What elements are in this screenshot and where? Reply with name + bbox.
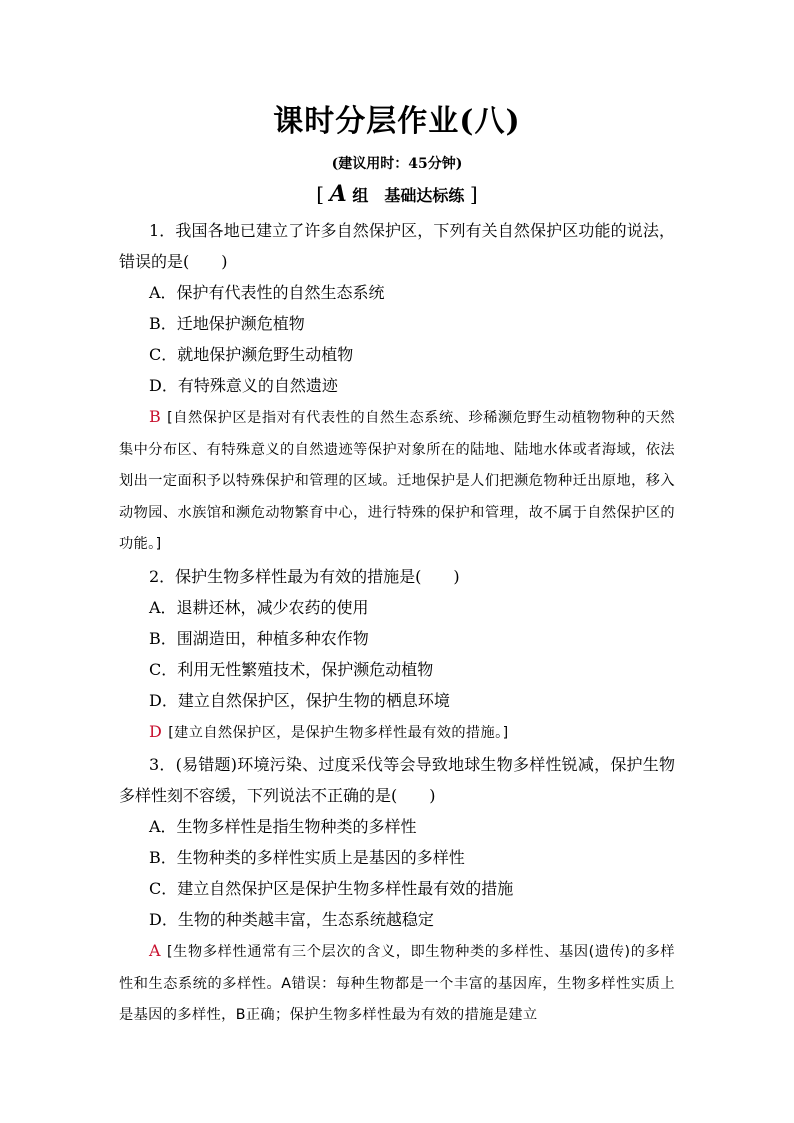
question-2-option-d: D．建立自然保护区，保护生物的栖息环境 xyxy=(149,690,450,710)
answer-explanation: [建立自然保护区，是保护生物多样性最有效的措施。] xyxy=(168,724,509,741)
question-2-option-c: C．利用无性繁殖技术，保护濒危动植物 xyxy=(149,659,434,679)
question-3-option-d: D．生物的种类越丰富，生态系统越稳定 xyxy=(149,910,434,929)
question-2-option-b: B．围湖造田，种植多种农作物 xyxy=(149,628,369,648)
answer-explanation: [生物多样性通常有三个层次的含义，即生物种类的多样性、基因(遗传)的多样性和生态系统的多样性。A错误：每种生物都是一个丰富的基因库，生物多样性实质上是基因的多样性，B正确；保护生物多样性最为有效的措施是建立 xyxy=(119,944,675,1023)
question-1-option-d: D．有特殊意义的自然遗迹 xyxy=(149,376,338,395)
answer-letter: D xyxy=(149,721,163,741)
question-3-option-c: C．建立自然保护区是保护生物多样性最有效的措施 xyxy=(149,879,514,898)
group-heading xyxy=(0,181,794,207)
question-1-stem: 1．我国各地已建立了许多自然保护区，下列有关自然保护区功能的说法，错误的是( ) xyxy=(119,221,675,271)
group-bracket-open: [ xyxy=(316,182,325,206)
question-1-answer xyxy=(119,401,675,561)
question-list xyxy=(119,215,675,1032)
page-title: 课时分层作业(八) xyxy=(273,104,521,139)
group-label: 组 基础达标练 xyxy=(352,186,465,205)
question-2-answer xyxy=(119,716,675,750)
question-3-option-b: B．生物种类的多样性实质上是基因的多样性 xyxy=(149,848,465,867)
question-2-option-a: A．退耕还林，减少农药的使用 xyxy=(149,597,369,617)
question-1-option-a: A．保护有代表性的自然生态系统 xyxy=(149,283,385,302)
question-1-option-c: C．就地保护濒危野生动植物 xyxy=(149,345,354,364)
question-1-option-b: B．迁地保护濒危植物 xyxy=(149,314,305,333)
question-3-stem: 3．(易错题)环境污染、过度采伐等会导致地球生物多样性锐减，保护生物多样性刻不容缓，下列说法不正确的是( ) xyxy=(119,755,675,805)
question-2-stem: 2．保护生物多样性最为有效的措施是( ) xyxy=(149,566,460,586)
group-bracket-close: ] xyxy=(469,182,478,206)
answer-explanation: [自然保护区是指对有代表性的自然生态系统、珍稀濒危野生动植物物种的天然集中分布区、有特殊意义的自然遗迹等保护对象所在的陆地、陆地水体或者海域，依法划出一定面积予以特殊保护和管理的区域。迁地保护是人们把濒危物种迁出原地，移入动物园、水族馆和濒危动物繁育中心，进行特殊的保护和管理，故不属于自然保护区的功能。] xyxy=(119,410,675,552)
group-letter: A xyxy=(329,181,347,207)
answer-letter: A xyxy=(149,941,161,960)
question-3-answer xyxy=(119,935,675,1032)
answer-letter: B xyxy=(149,407,162,426)
question-3-option-a: A．生物多样性是指生物种类的多样性 xyxy=(149,817,417,836)
suggested-time: (建议用时：45分钟) xyxy=(331,156,463,172)
